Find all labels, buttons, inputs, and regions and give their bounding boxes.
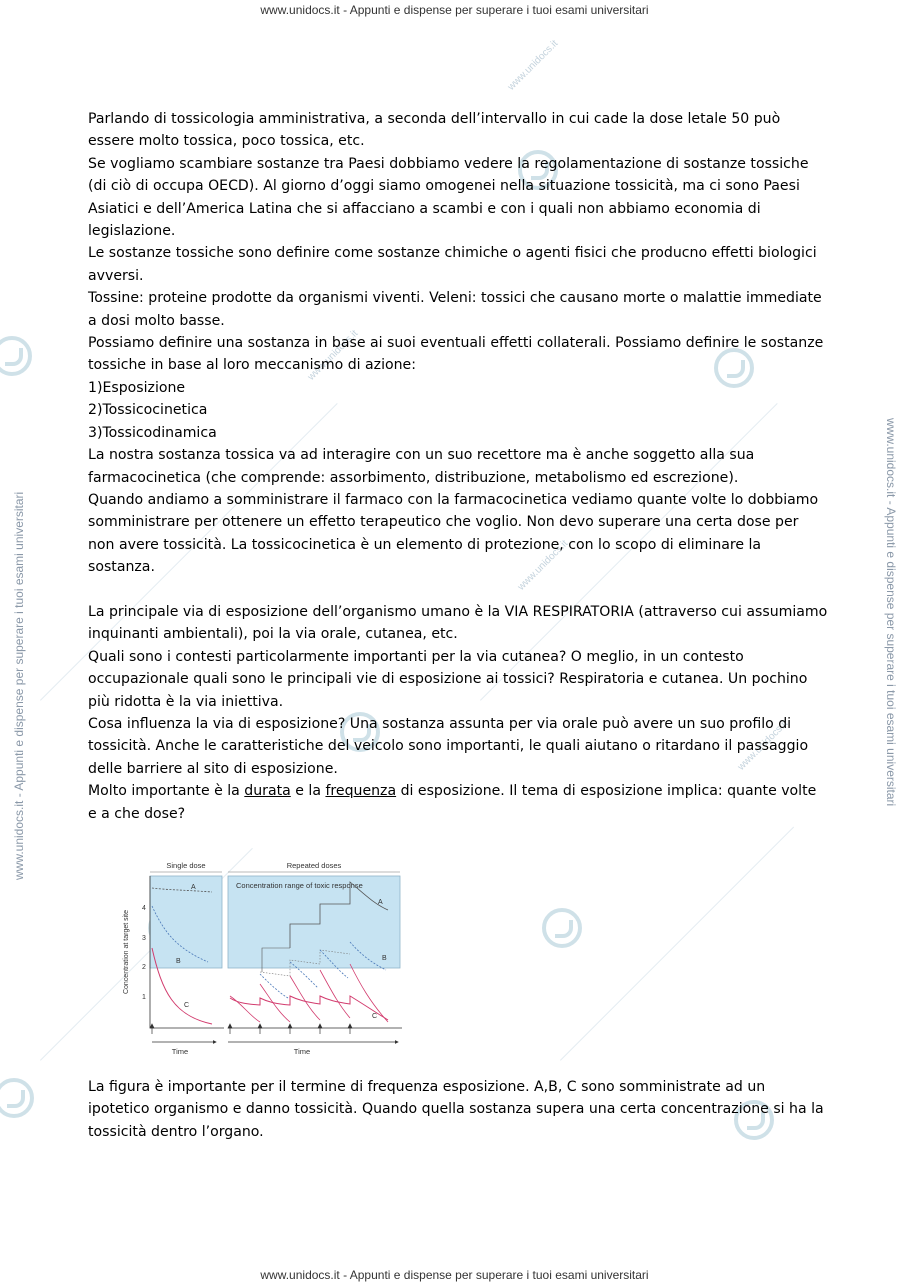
paragraph: Parlando di tossicologia amministrativa, a seconda dell’intervallo in cui cade la dose letale 50 può essere molto tossica, poco tossica, etc. (88, 111, 785, 150)
header-watermark: www.unidocs.it - Appunti e dispense per superare i tuoi esami universitari (260, 3, 649, 17)
diagonal-watermark: www.unidocs.it (735, 718, 791, 773)
unidocs-logo-watermark (542, 908, 582, 948)
curve-label-a: A (191, 884, 196, 891)
dose-arrows (150, 1024, 352, 1034)
document-body (88, 108, 832, 825)
text-run: di esposizione. Il tema di esposizione implica: quante volte e a che dose? (88, 783, 821, 822)
paragraph: Possiamo definire una sostanza in base ai suoi eventuali effetti collaterali. Possiamo definire le sostanze tossiche in base al loro meccanismo di azione: (88, 335, 828, 374)
dose-concentration-figure (116, 852, 416, 1064)
x-axis-label-left: Time (171, 1047, 189, 1056)
caption-text: La figura è importante per il termine di frequenza esposizione. A,B, C sono somministrate ad un ipotetico organismo e danno tossicità. Quando quella sostanza supera una certa concentrazione si ha la tossicità dentro l’organo. (88, 1079, 824, 1140)
diagonal-watermark: www.unidocs.it (505, 38, 561, 93)
figure-caption (88, 1076, 828, 1143)
watermark-line (560, 827, 794, 1061)
underlined-term: durata (244, 783, 291, 800)
curve-c-decay (230, 964, 388, 1022)
text-run: e la (290, 783, 326, 800)
curve-label-b-repeated: B (382, 955, 387, 962)
paragraph: Quali sono i contesti particolarmente importanti per la via cutanea? O meglio, in un contesto occupazionale quali sono le principali vie di esposizione ai tossici? Respiratoria e cutanea. Un pochino più ridotta è la via iniettiva. (88, 648, 812, 710)
side-watermark-right: www.unidocs.it - Appunti e dispense per superare i tuoi esami universitari (884, 418, 898, 807)
paragraph: Le sostanze tossiche sono definire come sostanze chimiche o agenti fisici che producno effetti biologici avversi. (88, 245, 822, 284)
list-item: 1)Esposizione (88, 379, 186, 396)
paragraph: La principale via di esposizione dell’organismo umano è la VIA RESPIRATORIA (attraverso cui assumiamo inquinanti ambientali), poi la via orale, cutanea, etc. (88, 603, 832, 643)
paragraph: Tossine: proteine prodotte da organismi viventi. Veleni: tossici che causano morte o malattie immediate a dosi molto basse. (88, 290, 827, 329)
diagonal-watermark: www.unidocs.it (305, 328, 361, 383)
curve-label-c: C (184, 1002, 190, 1009)
x-axis-label-right: Time (293, 1047, 311, 1056)
panel-title-single: Single dose (166, 861, 206, 870)
y-tick: 2 (142, 964, 146, 971)
curve-c-repeated (230, 996, 388, 1020)
side-watermark-left: www.unidocs.it - Appunti e dispense per superare i tuoi esami universitari (12, 491, 26, 880)
unidocs-logo-watermark (0, 336, 32, 376)
toxic-band-single (150, 876, 222, 968)
paragraph: Cosa influenza la via di esposizione? Una sostanza assunta per via orale può avere un suo profilo di tossicità. Anche le caratteristiche del veicolo sono importanti, le quali aiutano o ritardano il passaggio delle barriere al sito di esposizione. (88, 715, 813, 777)
paragraph (88, 780, 828, 825)
paragraph: Se vogliamo scambiare sostanze tra Paesi dobbiamo vedere la regolamentazione di sostanze tossiche (di ciò di occupa OECD). Al giorno d’oggi siamo omogenei nella situazione tossicità, ma ci sono Paesi Asiatici e dell’America Latina che si affacciano a scambi e con i quali non abbiamo economia di legislazione. (88, 155, 814, 240)
underlined-term: frequenza (325, 783, 397, 800)
list-item: 2)Tossicocinetica (88, 402, 208, 419)
curve-label-c-repeated: C (372, 1013, 378, 1020)
paragraph: Quando andiamo a somministrare il farmaco con la farmacocinetica vediamo quante volte lo dobbiamo somministrare per ottenere un effetto terapeutico che voglio. Non devo superare una certa dose per non avere tossicità. La tossicocinetica è un elemento di protezione, con lo scopo di eliminare la sostanza. (88, 491, 823, 576)
paragraph: La nostra sostanza tossica va ad interagire con un suo recettore ma è anche soggetto alla sua farmacocinetica (che comprende: assorbimento, distribuzione, metabolismo ed escrezione). (88, 447, 759, 486)
y-tick: 3 (142, 935, 146, 942)
blank-line (88, 579, 828, 601)
curve-label-a-repeated: A (378, 899, 383, 906)
unidocs-logo-watermark (0, 1078, 34, 1118)
curve-label-b: B (176, 958, 181, 965)
diagonal-watermark: www.unidocs.it (515, 538, 571, 593)
y-axis-label: Concentration at target site (123, 909, 130, 995)
footer-watermark: www.unidocs.it - Appunti e dispense per superare i tuoi esami universitari (260, 1268, 649, 1282)
toxic-range-label: Concentration range of toxic response (236, 881, 363, 890)
list-item: 3)Tossicodinamica (88, 424, 217, 441)
text-run: Molto importante è la (88, 783, 245, 800)
panel-title-repeated: Repeated doses (286, 861, 342, 870)
y-tick: 1 (142, 994, 146, 1001)
y-tick: 4 (142, 905, 146, 912)
